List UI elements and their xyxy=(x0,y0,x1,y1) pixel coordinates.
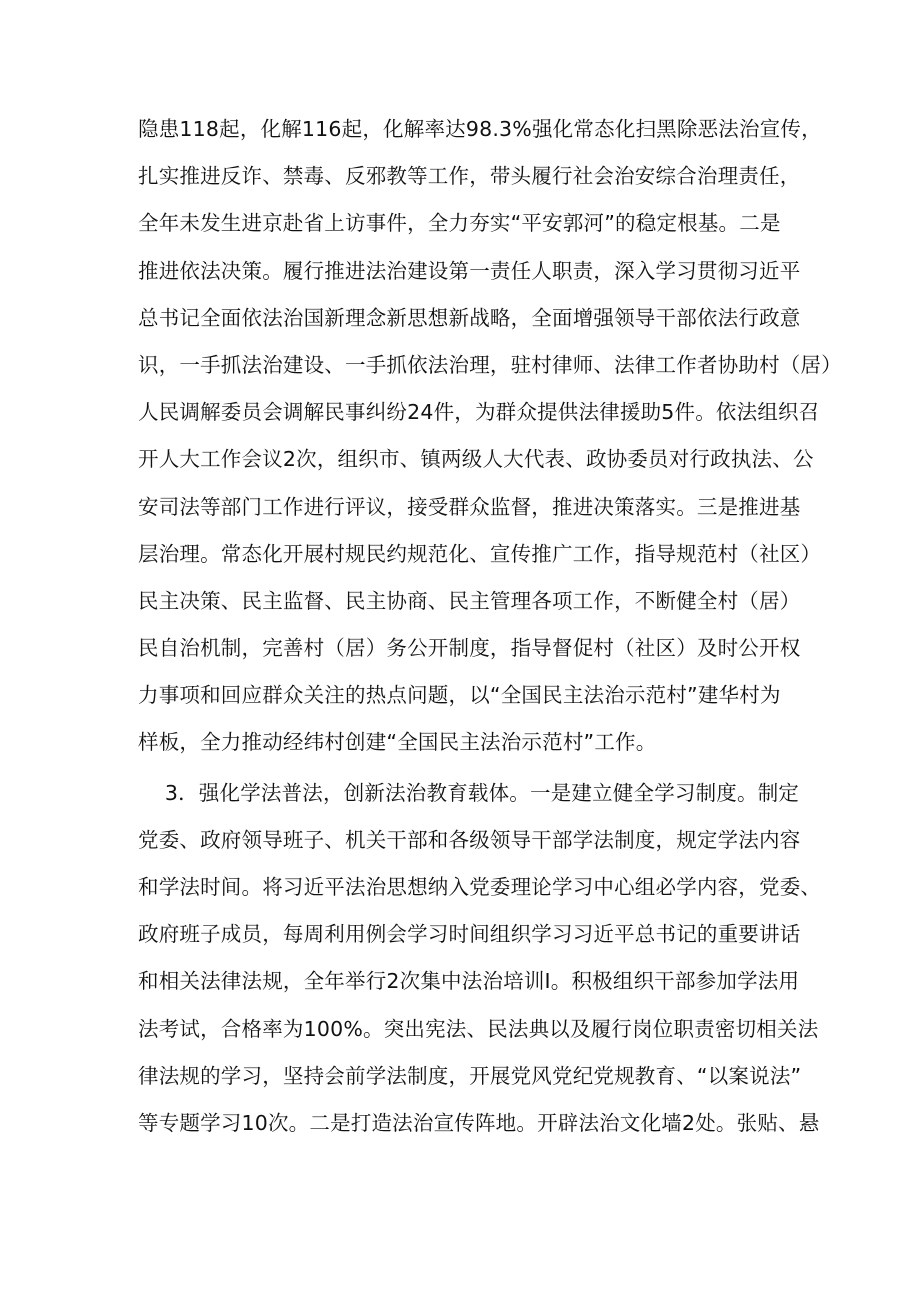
text-line: 力事项和回应群众关注的热点问题，以“全国民主法治示范村”建华村为 xyxy=(138,683,781,708)
text-line: 总书记全面依法治国新理念新思想新战略，全面增强领导干部依法行政意 xyxy=(138,305,801,330)
text-line: 等专题学习10次。二是打造法治宣传阵地。开辟法治文化墙2处。张贴、悬 xyxy=(138,1110,820,1135)
text-line: 安司法等部门工作进行评议，接受群众监督，推进决策落实。三是推进基 xyxy=(138,494,801,519)
text-line: 隐患118起，化解116起，化解率达98.3%强化常态化扫黑除恶法治宣传， xyxy=(138,117,822,141)
text-line: 党委、政府领导班子、机关干部和各级领导干部学法制度，规定学法内容 xyxy=(138,827,801,852)
text-line: 扎实推进反诈、禁毒、反邪教等工作，带头履行社会治安综合治理责任， xyxy=(138,164,801,189)
text-line: 开人大工作会议2次，组织市、镇两级人大代表、政协委员对行政执法、公 xyxy=(138,447,814,472)
text-line: 政府班子成员，每周利用例会学习时间组织学习习近平总书记的重要讲话 xyxy=(138,922,801,947)
text-line: 律法规的学习，坚持会前学法制度，开展党风党纪党规教育、“以案说法” xyxy=(138,1063,802,1088)
text-line: 民主决策、民主监督、民主协商、民主管理各项工作，不断健全村（居） xyxy=(138,588,801,613)
text-line: 层治理。常态化开展村规民约规范化、宣传推广工作，指导规范村（社区） xyxy=(138,541,822,566)
document-body xyxy=(138,106,842,1147)
text-line: 和相关法律法规，全年举行2次集中法治培训I。积极组织干部参加学法用 xyxy=(138,969,800,994)
text-line: 人民调解委员会调解民事纠纷24件，为群众提供法律援助5件。依法组织召 xyxy=(138,400,820,425)
text-line: 全年未发生进京赴省上访事件，全力夯实“平安郭河”的稳定根基。二是 xyxy=(138,211,781,236)
text-line: 样板，全力推动经纬村创建“全国民主法治示范村”工作。 xyxy=(138,730,657,755)
text-line: 识，一手抓法治建设、一手抓依法治理，驻村律师、法律工作者协助村（居） xyxy=(138,352,842,377)
text-line: 3．强化学法普法，创新法治教育载体。一是建立健全学习制度。制定 xyxy=(138,780,800,805)
text-line: 推进依法决策。履行推进法治建设第一责任人职责，深入学习贯彻习近平 xyxy=(138,258,801,283)
text-line: 法考试，合格率为100%。突出宪法、民法典以及履行岗位职责密切相关法 xyxy=(138,1016,819,1041)
text-line: 和学法时间。将习近平法治思想纳入党委理论学习中心组必学内容，党委、 xyxy=(138,875,822,899)
text-line: 民自治机制，完善村（居）务公开制度，指导督促村（社区）及时公开权 xyxy=(138,636,801,661)
